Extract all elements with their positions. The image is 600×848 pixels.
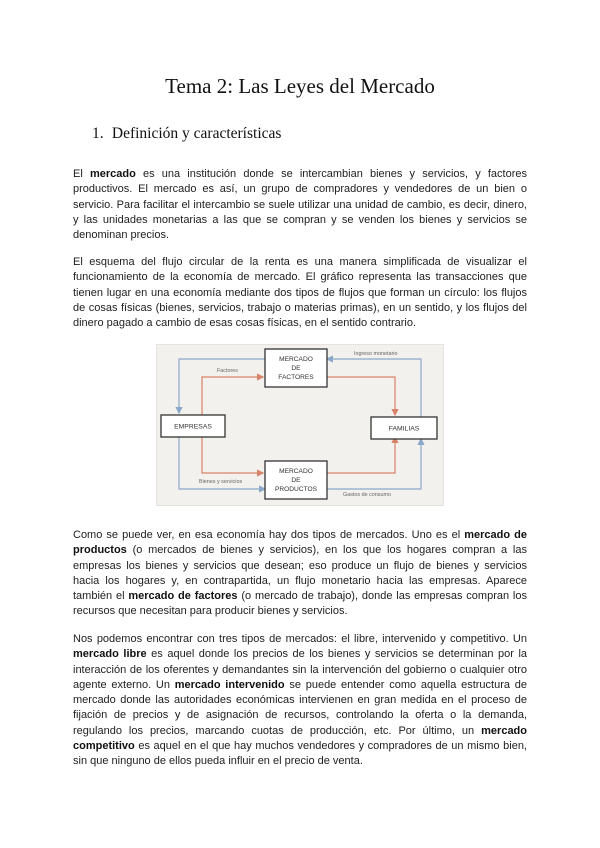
- p3-text-2: (o mercados de bienes y servicios), en los que los hogares compran a las empresas los bienes y servicios que desean; eso produce un flujo de bienes y servicios hacia los hogares y, en contrapartida, un flujo monetario hacia las empresas. Aparece también el: [73, 544, 527, 603]
- paragraph-circular-flow: [73, 255, 527, 331]
- p1-bold-mercado: mercado: [89, 168, 136, 180]
- p2-text: El esquema del flujo circular de la renta es una manera simplificada de visualizar el funcionamiento de la economía de mercado. El gráfico representa las transacciones que tienen lugar en una economía mediante dos tipos de flujos que forman un círculo: los flujos de cosas físicas (bienes, servicios, trabajo o materias primas), en un sentido, y los flujos del dinero pagado a cambio de esas cosas físicas, en el sentido contrario.: [73, 256, 527, 330]
- box-productos-line3: PRODUCTOS: [274, 486, 318, 493]
- red-flow-top-left: [202, 377, 263, 415]
- paragraph-three-markets: [73, 632, 527, 770]
- box-factores-line2: DE: [291, 365, 301, 372]
- p3-bold-mercado-factores: mercado de factores: [128, 590, 238, 603]
- circular-flow-svg: [157, 345, 443, 505]
- paragraph-market-definition: [73, 167, 527, 243]
- p3-bold-mercado-productos: mercado de productos: [73, 529, 527, 557]
- section-title: Definición y características: [111, 125, 282, 142]
- p4-text-1: Nos podemos encontrar con tres tipos de mercados: el libre, intervenido y competitivo. Un: [73, 633, 527, 645]
- p4-bold-mercado-competitivo: mercado competitivo: [73, 724, 527, 753]
- blue-flow-bottom-right: [327, 439, 421, 489]
- circular-flow-diagram: [156, 344, 444, 506]
- red-flow-bottom-right: [327, 437, 395, 473]
- p3-text-3: (o mercado de trabajo), donde las empresas compran los recursos que necesitan para producir bienes y servicios.: [73, 590, 527, 618]
- label-gastos-consumo: Gastos de consumo: [343, 492, 391, 498]
- p4-text-2: es aquel donde los precios de los bienes y servicios se determinan por la interacción de los oferentes y demandantes sin la intervención del gobierno o cualquier otro agente externo. Un: [73, 648, 528, 691]
- p3-text-1: Como se puede ver, en esa economía hay dos tipos de mercados. Uno es el: [73, 529, 465, 541]
- red-flow-top-right: [327, 377, 395, 415]
- box-empresas-label: EMPRESAS: [174, 423, 212, 431]
- p4-bold-mercado-libre: mercado libre: [73, 648, 147, 661]
- box-familias-label: FAMILIAS: [388, 425, 420, 433]
- p4-bold-mercado-intervenido: mercado intervenido: [174, 678, 285, 691]
- box-factores-line1: MERCADO: [279, 356, 313, 363]
- section-number: 1.: [92, 125, 104, 142]
- document-title: Tema 2: Las Leyes del Mercado: [165, 74, 435, 98]
- box-factores-line3: FACTORES: [278, 374, 314, 381]
- p4-text-3: se puede entender como aquella estructura de mercado donde las autoridades económicas intervienen en gran medida en el proceso de fijación de precios y de asignación de recursos, controlando la oferta o la demanda, regulando los precios, marcando cuotas de producción, etc. Por último, un: [73, 678, 527, 737]
- p1-text-1: El: [73, 168, 90, 180]
- paragraph-market-types: [73, 528, 527, 620]
- goods-flow-lines: [202, 377, 395, 473]
- section-heading: [92, 125, 281, 143]
- label-ingreso-monetario: Ingreso monetario: [354, 351, 398, 357]
- p4-text-4: es aquel en el que hay muchos vendedores y compradores de un mismo bien, sin que ninguno de ellos pueda influir en el precio de venta.: [73, 740, 527, 768]
- box-productos-line1: MERCADO: [279, 468, 313, 475]
- label-factores: Factores: [217, 368, 238, 374]
- p1-text-2: es una institución donde se intercambian bienes y servicios, y factores productivos. El mercado es así, un grupo de compradores y vendedores de un bien o servicio. Para facilitar el intercambio se suele utilizar una unidad de cambio, es decir, dinero, y las unidades monetarias a las que se compran y se venden los bienes y servicios se denominan precios.: [73, 168, 527, 242]
- blue-flow-top-right: [327, 359, 421, 417]
- red-flow-bottom-left: [202, 437, 263, 473]
- box-productos-line2: DE: [291, 477, 301, 484]
- label-bienes-servicios: Bienes y servicios: [199, 479, 243, 485]
